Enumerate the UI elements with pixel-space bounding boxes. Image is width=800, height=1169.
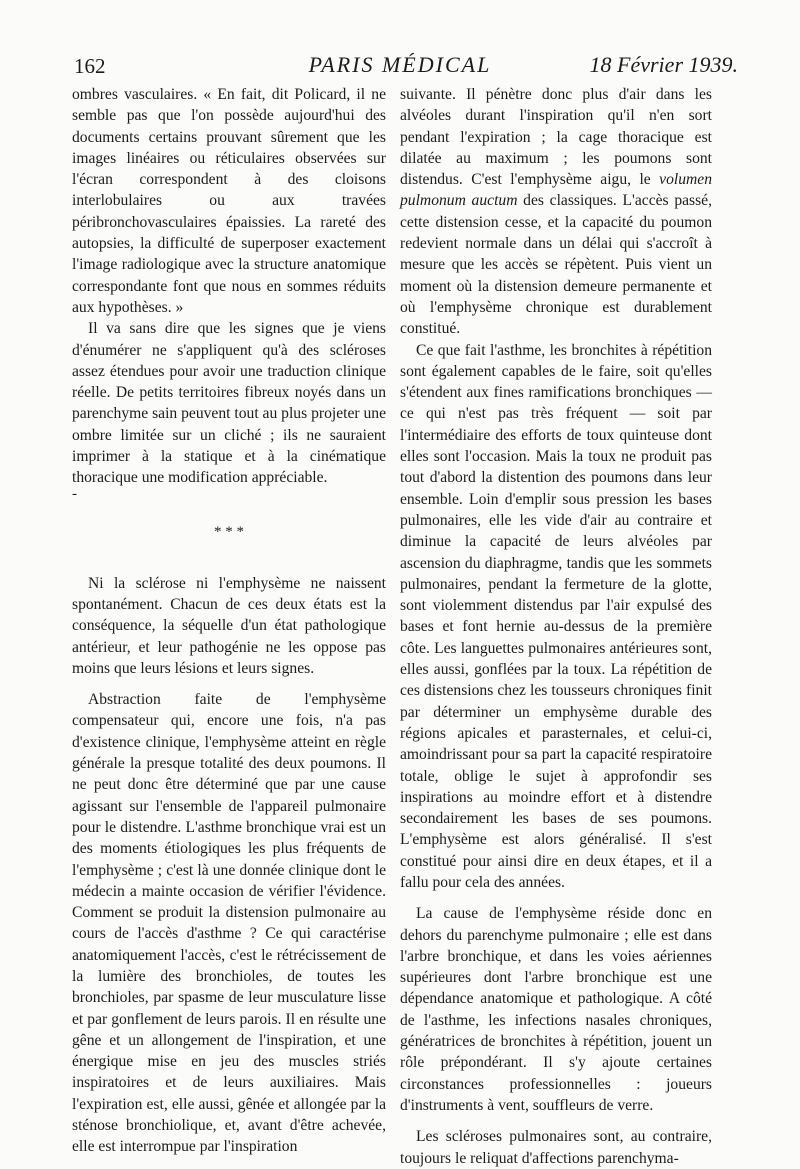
section-separator [72, 503, 386, 573]
left-paragraph-4: Abstraction faite de l'emphysème compensateur qui, encore une fois, n'a pas d'existence clinique, l'emphysème atteint en règle générale la presque totalité des deux poumons. Il ne peut donc être déterminé que par une cause agissant sur l'ensemble de l'appareil pulmonaire pour le distendre. L'asthme bronchique vrai est un des moments étiologiques les plus fréquents de l'emphysème ; c'est là une donnée clinique dont le médecin a mainte occasion de vérifier l'évidence. Comment se produit la distension pulmonaire au cours de l'accès d'asthme ? Ce qui caractérise anatomiquement l'accès, c'est le rétrécissement de la lumière des bronchioles, de toutes les bronchioles, par spasme de leur musculature lisse et par gonflement de leurs parois. Il en résulte une gêne et un allongement de l'inspiration, et une énergique mise en jeu des muscles striés inspiratoires et de leurs auxiliaires. Mais l'expiration est, elle aussi, gênée et allongée par la sténose bronchiolique, et, avant d'être achevée, elle est interrompue par l'inspiration [72, 691, 386, 1156]
journal-title: PARIS MÉDICAL [308, 52, 492, 77]
right-paragraph-1 [400, 84, 712, 340]
left-column [72, 84, 386, 1158]
right-paragraph-3: La cause de l'emphysème réside donc en dehors du parenchyme pulmonaire ; elle est dans l'arbre bronchique, et dans les voies aériennes supérieures dont l'arbre bronchique est une dépendance anatomique et pathologique. A côté de l'asthme, les infections nasales chroniques, génératrices de bronchites à répétition, jouent un rôle prépondérant. Il s'y ajoute certaines circonstances professionnelles : joueurs d'instruments à vent, souffleurs de verre. [400, 905, 712, 1114]
asterism: * * * [214, 523, 244, 540]
stray-mark: - [72, 485, 77, 502]
issue-date: 18 Février 1939. [589, 52, 738, 77]
right-column [400, 84, 712, 1169]
right-paragraph-4: Les scléroses pulmonaires sont, au contraire, toujours le reliquat d'affections parenchyma- [400, 1128, 712, 1167]
left-paragraph-3: Ni la sclérose ni l'emphysème ne naissent spontanément. Chacun de ces deux états est la conséquence, la séquelle d'un état pathologique antérieur, et leur pathogénie ne les oppose pas moins que leurs lésions et leurs signes. [72, 574, 386, 677]
latin-term: volumen pulmonum auctum [400, 171, 712, 210]
right-paragraph-1-text-b: des classiques. L'accès passé, cette distension cesse, et la capacité du poumon redevient normale dans un délai qui s'accroît à mesure que les accès se répètent. Puis vient un moment où la distension demeure permanente et où l'emphysème chronique est durablement constitué. [400, 192, 712, 338]
left-paragraph-2: Il va sans dire que les signes que je viens d'énumérer ne s'appliquent qu'à des scléroses assez étendues pour avoir une traduction clinique réelle. De petits territoires fibreux noyés dans un parenchyme sain peuvent tout au plus projeter une ombre limitée sur un cliché ; ils ne sauraient imprimer à la statique et à la cinématique thoracique une modification appréciable. [72, 320, 386, 487]
page-header [62, 50, 738, 82]
right-paragraph-1-text-a: suivante. Il pénètre donc plus d'air dans les alvéoles durant l'inspiration qu'il n'en sort pendant l'expiration ; la cage thoracique est dilatée au maximum ; les poumons sont distendus. C'est l'emphysème aigu, le [400, 86, 712, 189]
right-paragraph-2: Ce que fait l'asthme, les bronchites à répétition sont également capables de le faire, soit qu'elles s'étendent aux fines ramifications bronchiques — ce qui n'est pas très fréquent — soit par l'intermédiaire des efforts de toux quinteuse dont elles sont l'occasion. Mais la toux ne produit pas tout d'abord la distention des poumons dans leur ensemble. Loin d'emplir sous pression les bases pulmonaires, elle les vide d'air au contraire et diminue la capacité de leurs alvéoles par ascension du diaphragme, tandis que les sommets pulmonaires, pendant la fermeture de la glotte, sont violemment distendus par l'air expulsé des bases et font hernie au-dessus de la première côte. Les languettes pulmonaires antérieures sont, elles aussi, gonflées par la toux. La répétition de ces distensions chez les tousseurs chroniques finit par déterminer un emphysème durable des régions apicales et parasternales, et celui-ci, amoindrissant pour sa part la capacité respiratoire totale, oblige le sujet à approfondir ses inspirations au moindre effort et à distendre secondairement les bases de ses poumons. L'emphysème est alors généralisé. Il s'est constitué pour ainsi dire en deux étapes, et il a fallu pour cela des années. [400, 341, 712, 891]
left-paragraph-1: ombres vasculaires. « En fait, dit Policard, il ne semble pas que l'on possède aujourd'hui des documents certains prouvant sûrement que les images linéaires ou réticulaires observées sur l'écran correspondent à des cloisons interlobulaires ou aux travées péribronchovasculaires épaissies. La rareté des autopsies, la difficulté de superposer exactement l'image radiologique avec la structure anatomique correspondante font que nous en sommes réduits aux hypothèses. » [72, 86, 386, 316]
page-number: 162 [74, 54, 106, 78]
